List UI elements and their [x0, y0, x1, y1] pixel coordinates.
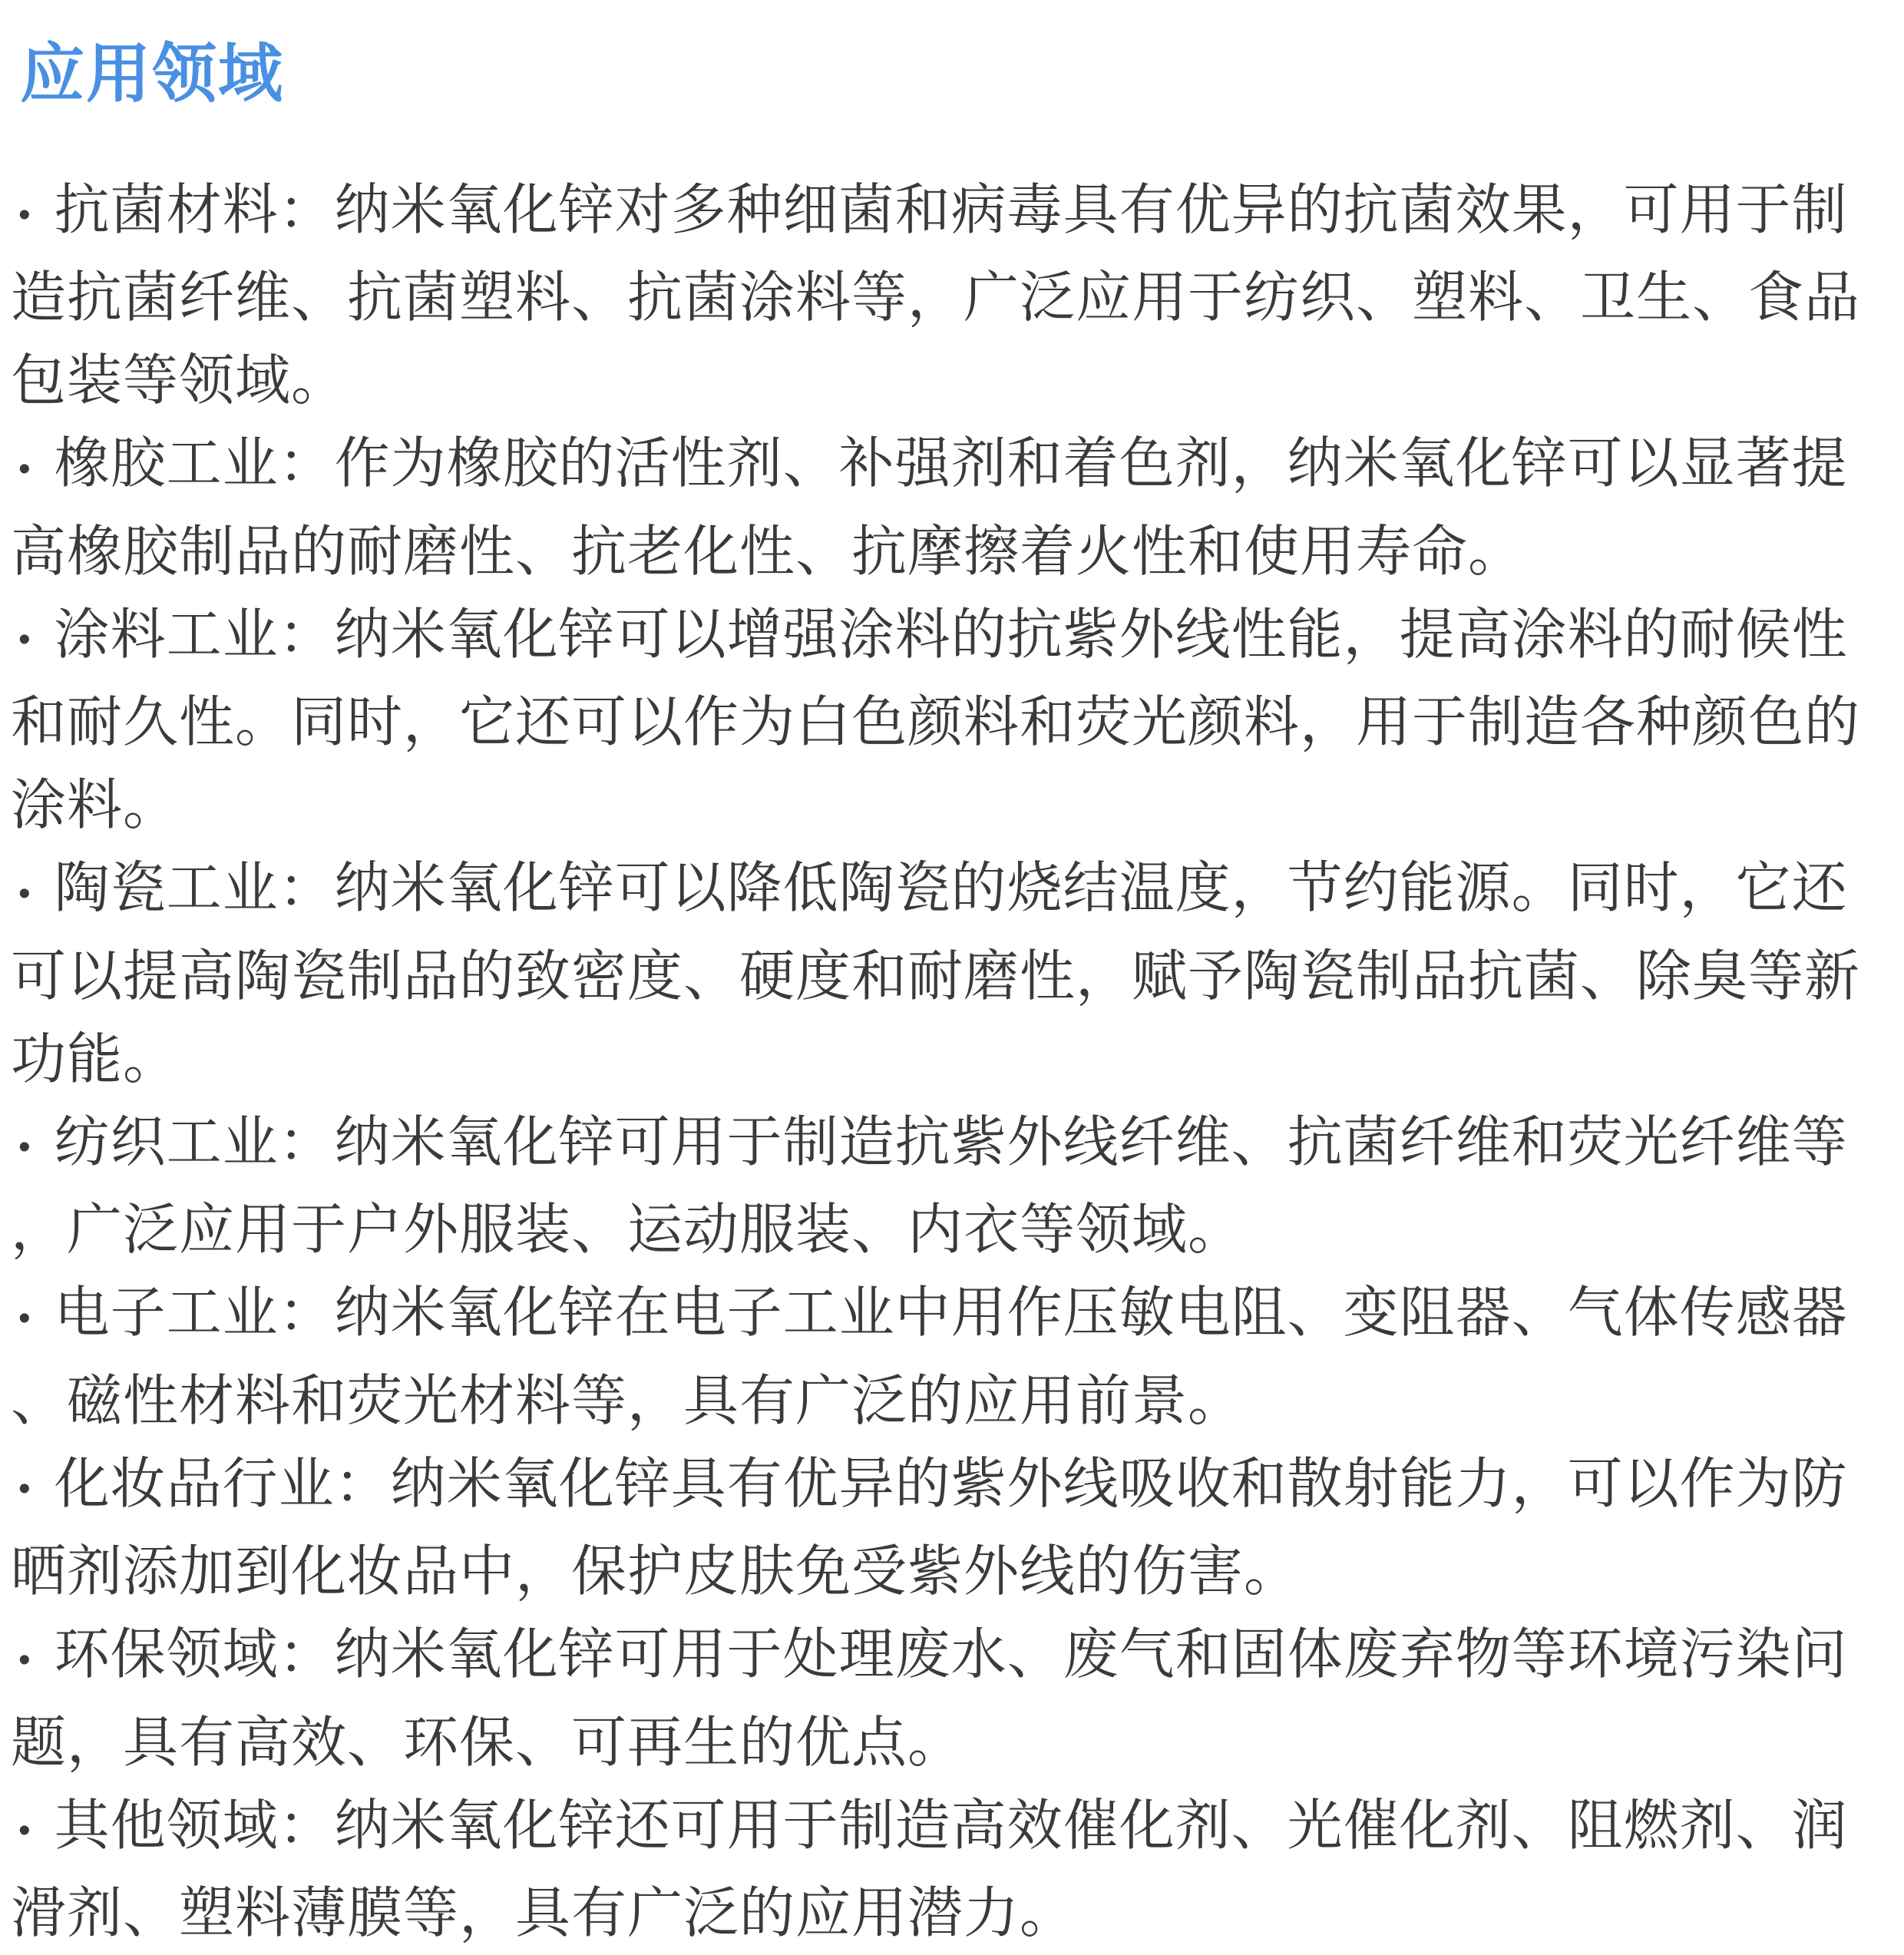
bullet-line-first: • 环保领域：纳米氧化锌可用于处理废水、废气和固体废弃物等环境污染问	[11, 1613, 1893, 1701]
bullet-dot-icon: •	[18, 1128, 31, 1166]
bullet-line-wrap: 可以提高陶瓷制品的致密度、硬度和耐磨性，赋予陶瓷制品抗菌、除臭等新	[11, 945, 1861, 1007]
bullet-dot-icon: •	[18, 1298, 31, 1337]
bullet-line-wrap: 滑剂、塑料薄膜等，具有广泛的应用潜力。	[11, 1882, 1076, 1944]
list-item	[11, 422, 1893, 593]
bullet-line-first: • 抗菌材料：纳米氧化锌对多种细菌和病毒具有优异的抗菌效果，可用于制	[11, 169, 1893, 256]
bullet-dot-icon: •	[18, 1640, 31, 1679]
list-item	[11, 169, 1893, 422]
bullet-line-first: • 涂料工业：纳米氧化锌可以增强涂料的抗紫外线性能，提高涂料的耐候性	[11, 594, 1893, 681]
bullet-line-wrap: 涂料。	[11, 775, 180, 837]
bullet-dot-icon: •	[18, 1470, 31, 1508]
list-item	[11, 1785, 1893, 1955]
bullet-line-wrap: 、磁性材料和荧光材料等，具有广泛的应用前景。	[11, 1370, 1245, 1432]
bullet-dot-icon: •	[18, 449, 31, 488]
bullet-line-first: • 电子工业：纳米氧化锌在电子工业中用作压敏电阻、变阻器、气体传感器	[11, 1272, 1893, 1359]
bullet-line-wrap: 高橡胶制品的耐磨性、抗老化性、抗摩擦着火性和使用寿命。	[11, 521, 1525, 583]
bullet-line-first: • 陶瓷工业：纳米氧化锌可以降低陶瓷的烧结温度，节约能源。同时，它还	[11, 847, 1893, 934]
page-title: 应用领域	[20, 38, 285, 110]
bullet-line-wrap: 包装等领域。	[11, 350, 348, 412]
list-item	[11, 1101, 1893, 1272]
list-item	[11, 1443, 1893, 1613]
bullet-line-wrap: 功能。	[11, 1028, 180, 1090]
bullet-dot-icon: •	[18, 620, 31, 659]
bullet-line-wrap: 晒剂添加到化妆品中，保护皮肤免受紫外线的伤害。	[11, 1541, 1301, 1603]
bullet-line-first: • 其他领域：纳米氧化锌还可用于制造高效催化剂、光催化剂、阻燃剂、润	[11, 1785, 1893, 1872]
bullet-line-wrap: ，广泛应用于户外服装、运动服装、内衣等领域。	[11, 1199, 1245, 1262]
bullet-line-wrap: 造抗菌纤维、抗菌塑料、抗菌涂料等，广泛应用于纺织、塑料、卫生、食品	[11, 267, 1861, 329]
bullet-dot-icon: •	[18, 1811, 31, 1849]
bullet-dot-icon: •	[18, 874, 31, 912]
bullet-list	[11, 169, 1893, 1955]
bullet-line-wrap: 题，具有高效、环保、可再生的优点。	[11, 1712, 964, 1774]
list-item	[11, 594, 1893, 847]
bullet-line-first: • 纺织工业：纳米氧化锌可用于制造抗紫外线纤维、抗菌纤维和荧光纤维等	[11, 1101, 1893, 1189]
bullet-line-wrap: 和耐久性。同时，它还可以作为白色颜料和荧光颜料，用于制造各种颜色的	[11, 692, 1861, 754]
list-item	[11, 847, 1893, 1100]
list-item	[11, 1272, 1893, 1442]
list-item	[11, 1613, 1893, 1784]
bullet-dot-icon: •	[18, 196, 31, 234]
bullet-line-first: • 橡胶工业：作为橡胶的活性剂、补强剂和着色剂，纳米氧化锌可以显著提	[11, 422, 1893, 510]
bullet-line-first: • 化妆品行业：纳米氧化锌具有优异的紫外线吸收和散射能力，可以作为防	[11, 1443, 1893, 1530]
